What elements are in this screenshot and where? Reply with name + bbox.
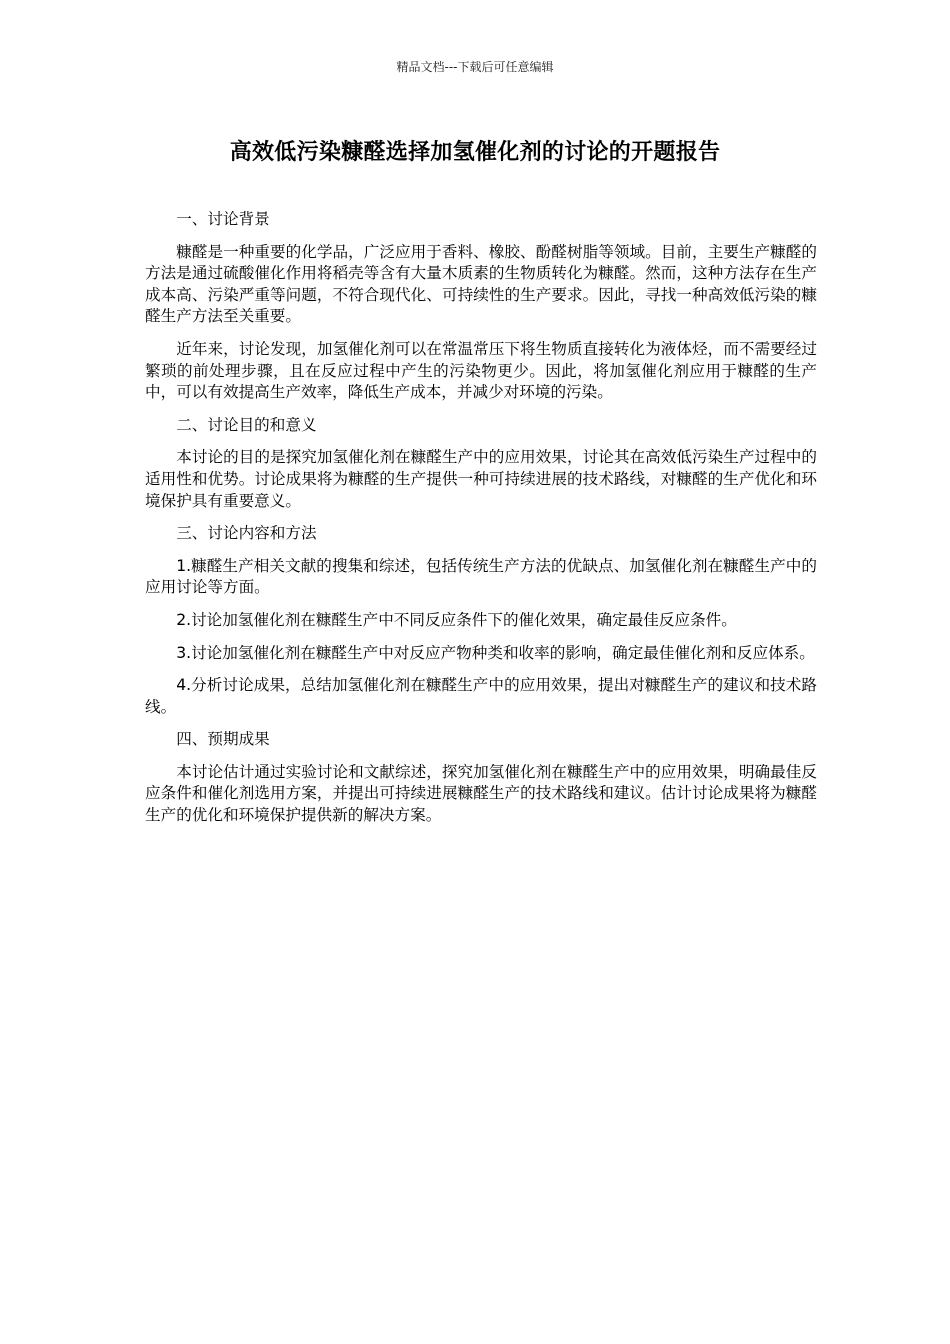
list-item-method-4: 4.分析讨论成果，总结加氢催化剂在糠醛生产中的应用效果，提出对糠醛生产的建议和技术路线。	[145, 676, 817, 716]
document-body	[145, 209, 817, 838]
paragraph-purpose: 本讨论的目的是探究加氢催化剂在糠醛生产中的应用效果，讨论其在高效低污染生产过程中的适用性和优势。讨论成果将为糠醛的生产提供一种可持续进展的技术路线，对糠醛的生产优化和环境保护具有重要意义。	[145, 448, 817, 510]
section-heading-background: 一、讨论背景	[176, 210, 270, 228]
paragraph-outcomes: 本讨论估计通过实验讨论和文献综述，探究加氢催化剂在糠醛生产中的应用效果，明确最佳反应条件和催化剂选用方案，并提出可持续进展糠醛生产的技术路线和建议。估计讨论成果将为糠醛生产的优化和环境保护提供新的解决方案。	[145, 762, 817, 825]
list-item-method-3: 3.讨论加氢催化剂在糠醛生产中对反应产物种类和收率的影响，确定最佳催化剂和反应体系。	[176, 643, 815, 662]
paragraph-background-2: 近年来，讨论发现，加氢催化剂可以在常温常压下将生物质直接转化为液体烃，而不需要经过繁琐的前处理步骤，且在反应过程中产生的污染物更少。因此，将加氢催化剂应用于糠醛的生产中，可以有效提高生产效率，降低生产成本，并减少对环境的污染。	[145, 339, 817, 402]
section-heading-outcomes: 四、预期成果	[176, 730, 270, 749]
list-item-method-2: 2.讨论加氢催化剂在糠醛生产中不同反应条件下的催化效果，确定最佳反应条件。	[176, 610, 737, 629]
list-item-method-1: 1.糠醛生产相关文献的搜集和综述，包括传统生产方法的优缺点、加氢催化剂在糠醛生产中的应用讨论等方面。	[145, 556, 817, 597]
section-heading-purpose: 二、讨论目的和意义	[176, 415, 317, 434]
document-title: 高效低污染糠醛选择加氢催化剂的讨论的开题报告	[229, 140, 721, 165]
header-note: 精品文档---下载后可任意编辑	[396, 60, 554, 74]
paragraph-background-1: 糠醛是一种重要的化学品，广泛应用于香料、橡胶、酚醛树脂等领域。目前，主要生产糠醛的方法是通过硫酸催化作用将稻壳等含有大量木质素的生物质转化为糠醛。然而，这种方法存在生产成本高、污染严重等问题，不符合现代化、可持续性的生产要求。因此，寻找一种高效低污染的糠醛生产方法至关重要。	[145, 242, 817, 326]
section-heading-methods: 三、讨论内容和方法	[176, 524, 317, 543]
